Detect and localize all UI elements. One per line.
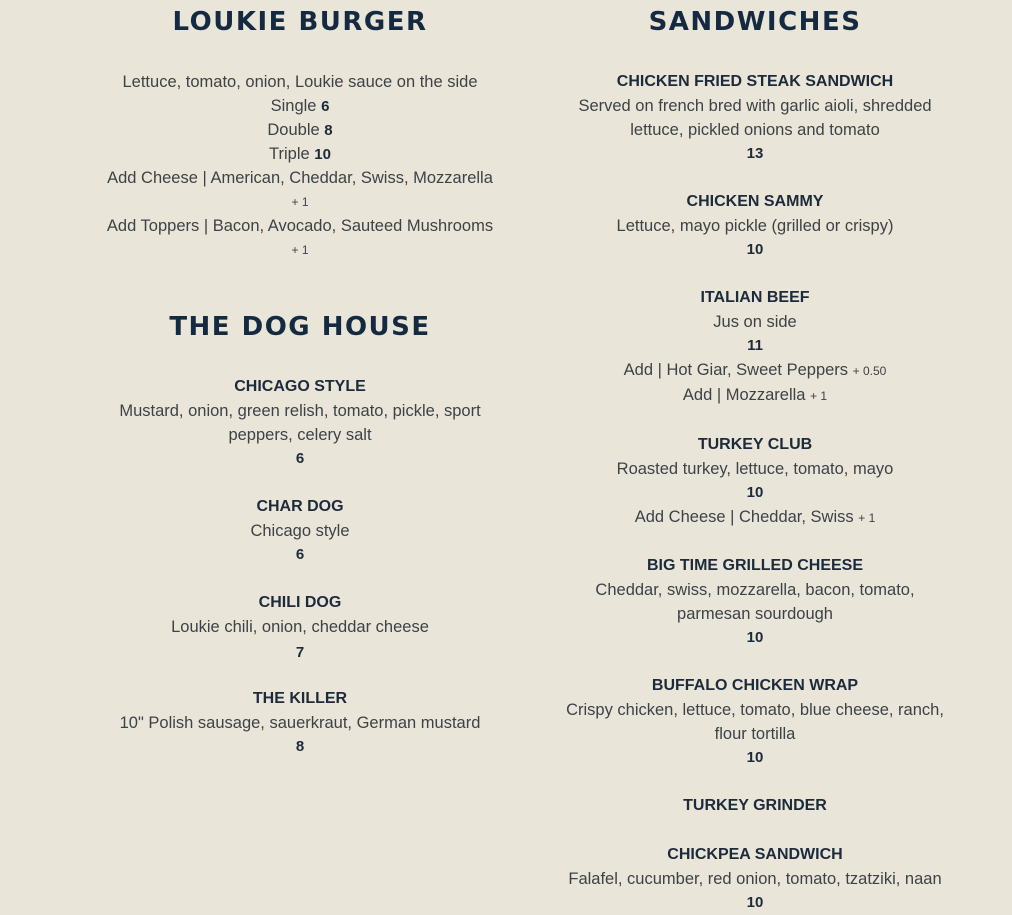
item-description: Cheddar, swiss, mozzarella, bacon, tomato, (595, 581, 915, 599)
size-label: Single (270, 97, 317, 115)
item-name: CHILI DOG (258, 594, 342, 611)
loukie-burger-section (100, 0, 500, 262)
menu-item (100, 495, 500, 567)
item-addon (555, 358, 955, 383)
menu-item (555, 70, 955, 166)
item-price: 7 (295, 644, 305, 661)
item-description: Jus on side (713, 313, 797, 331)
addon-price: + 1 (291, 195, 309, 209)
size-label: Double (267, 121, 320, 139)
menu-item (555, 794, 955, 818)
size-triple (100, 142, 500, 166)
menu-item (100, 375, 500, 471)
addon-label: Add | Hot Giar, Sweet Peppers (623, 361, 849, 379)
menu-item (555, 190, 955, 262)
item-addon (555, 383, 955, 408)
item-price: 6 (295, 450, 305, 467)
item-name: TURKEY CLUB (697, 436, 813, 453)
menu-item (555, 286, 955, 408)
size-single (100, 94, 500, 118)
size-price: 8 (324, 122, 333, 139)
item-description: parmesan sourdough (677, 605, 833, 623)
section-title: THE DOG HOUSE (169, 312, 431, 342)
item-price: 10 (746, 894, 764, 911)
item-description: peppers, celery salt (228, 426, 372, 444)
menu-item (100, 591, 500, 665)
item-price: 6 (295, 546, 305, 563)
item-description: lettuce, pickled onions and tomato (630, 121, 880, 139)
addon-label: Add Cheese | Cheddar, Swiss (634, 508, 854, 526)
item-price: 10 (746, 241, 764, 258)
addon-label: Add Toppers | Bacon, Avocado, Sauteed Mushrooms (106, 217, 494, 235)
size-label: Triple (269, 145, 310, 163)
item-name: CHAR DOG (256, 498, 344, 515)
item-description: 10" Polish sausage, sauerkraut, German mustard (119, 714, 481, 732)
item-name: BIG TIME GRILLED CHEESE (646, 557, 863, 574)
menu-item (100, 687, 500, 759)
item-name: CHICKEN SAMMY (686, 193, 824, 210)
addon-price: + 1 (858, 511, 876, 525)
size-price: 10 (314, 146, 331, 163)
menu-item (555, 674, 955, 770)
item-description: Lettuce, mayo pickle (grilled or crispy) (616, 217, 894, 235)
item-name: CHICKPEA SANDWICH (667, 846, 843, 863)
item-price: 8 (295, 738, 305, 755)
menu-item (555, 554, 955, 650)
addon-price: + 0.50 (852, 364, 887, 378)
item-addon (555, 505, 955, 530)
item-price: 11 (747, 337, 763, 354)
addon-label: Add | Mozzarella (682, 386, 806, 404)
item-description: Loukie chili, onion, cheddar cheese (171, 618, 429, 636)
item-description: Chicago style (250, 522, 350, 540)
item-description: Falafel, cucumber, red onion, tomato, tzatziki, naan (568, 870, 942, 888)
addon-price: + 1 (810, 389, 828, 403)
sandwiches-section (555, 0, 955, 915)
item-price: 13 (746, 145, 764, 162)
addon-price: + 1 (291, 243, 309, 257)
dog-house-section (100, 305, 500, 759)
menu-item (555, 433, 955, 530)
addon-label: Add Cheese | American, Cheddar, Swiss, Mozzarella (107, 169, 493, 187)
size-double (100, 118, 500, 142)
section-title: SANDWICHES (648, 7, 862, 37)
item-description: Roasted turkey, lettuce, tomato, mayo (616, 460, 894, 478)
item-price: 10 (746, 484, 764, 501)
size-price: 6 (321, 98, 330, 115)
item-price: 10 (746, 749, 764, 766)
item-price: 10 (746, 629, 764, 646)
item-name: CHICAGO STYLE (234, 378, 366, 395)
menu-item (555, 843, 955, 915)
section-title: LOUKIE BURGER (172, 7, 428, 37)
item-name: ITALIAN BEEF (700, 289, 810, 306)
item-description: Served on french bred with garlic aioli, shredded (578, 97, 932, 115)
item-description: Lettuce, tomato, onion, Loukie sauce on the side (122, 73, 478, 91)
item-name: BUFFALO CHICKEN WRAP (651, 677, 859, 694)
item-name: CHICKEN FRIED STEAK SANDWICH (616, 73, 894, 90)
item-description: Mustard, onion, green relish, tomato, pickle, sport (119, 402, 481, 420)
item-name: TURKEY GRINDER (683, 797, 827, 814)
item-description: flour tortilla (714, 725, 796, 743)
item-description: Crispy chicken, lettuce, tomato, blue cheese, ranch, (566, 701, 944, 719)
item-name: THE KILLER (252, 690, 348, 707)
